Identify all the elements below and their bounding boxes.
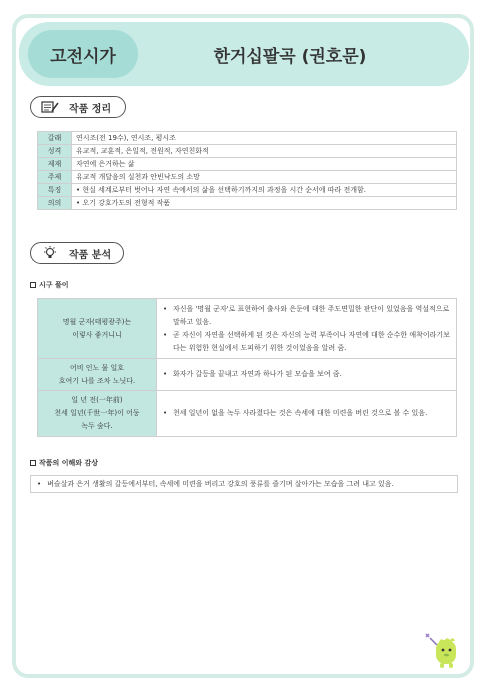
analysis-key-text: 명월 군자(태평광주)는 이렇사 좋거니니 xyxy=(62,317,132,339)
poem-reading-label: 시구 풀이 xyxy=(39,281,69,289)
summary-key: 주제 xyxy=(38,171,72,184)
understanding-text: 벼슬살과 은거 생활의 갈등에서부터, 속세에 미련을 버리고 강호의 풍류를 즐기며 살아가는 모습을 그려 내고 있음. xyxy=(47,480,394,488)
table-row xyxy=(38,299,457,359)
analysis-key xyxy=(38,391,157,437)
table-row xyxy=(38,197,457,210)
table-row xyxy=(38,145,457,158)
summary-key: 갈래 xyxy=(38,132,72,145)
summary-value: • 오기 강호가도의 전형적 작품 xyxy=(72,197,457,210)
analysis-section-title: 작품 분석 xyxy=(69,249,112,261)
table-row xyxy=(38,391,457,437)
list-item: • 자신을 '명월 군자'로 표현하여 출사와 은둔에 대한 주도면밀한 판단이 있었음을 역설적으로 말하고 있음. xyxy=(163,303,450,329)
list-item: • 곧 자신이 자연을 선택하게 된 것은 자신의 능력 부족이나 자연에 대한 순수한 애착이라기보다는 위험한 현실에서 도피하기 위한 것이었음을 알려 줌. xyxy=(163,329,450,355)
summary-value: 연시조(전 19수), 연시조, 평시조 xyxy=(72,132,457,145)
mascot-character-icon xyxy=(420,628,464,672)
analysis-key-text: 어비 인노 물 일호 호여기 나를 조차 노닛다. xyxy=(58,363,136,385)
list-item: • 화자가 갈등을 끝내고 자연과 하나가 된 모습을 보여 줌. xyxy=(163,368,450,381)
genre-tab: 고전시가 xyxy=(28,30,138,78)
checkbox-icon xyxy=(30,282,36,288)
summary-table xyxy=(37,131,457,210)
summary-value: 자연에 은거하는 삶 xyxy=(72,158,457,171)
table-row xyxy=(38,132,457,145)
understanding-label: 작품의 이해와 감상 xyxy=(39,459,98,467)
table-row xyxy=(38,158,457,171)
summary-value: 유교적 개달음의 실천과 안빈낙도의 소망 xyxy=(72,171,457,184)
analysis-table xyxy=(37,298,457,437)
analysis-value xyxy=(157,359,457,391)
lightbulb-icon xyxy=(41,246,59,260)
summary-key: 성격 xyxy=(38,145,72,158)
summary-key: 특징 xyxy=(38,184,72,197)
table-row xyxy=(38,184,457,197)
table-row xyxy=(38,359,457,391)
checkbox-icon xyxy=(30,460,36,466)
summary-key: 의의 xyxy=(38,197,72,210)
list-item: • 천세 일년이 없을 녹두 사라졌다는 것은 속세에 대한 미련을 버린 것으로 볼 수 있음. xyxy=(163,407,450,420)
poem-reading-heading xyxy=(30,280,69,290)
summary-section-header xyxy=(30,96,126,118)
summary-key: 제재 xyxy=(38,158,72,171)
analysis-value xyxy=(157,391,457,437)
summary-value: • 현실 세계로부터 벗어나 자연 속에서의 삶을 선택하기까지의 과정을 시간 순서에 따라 전개함. xyxy=(72,184,457,197)
summary-value: 유교적, 교훈적, 은일적, 전원적, 자연친화적 xyxy=(72,145,457,158)
analysis-key xyxy=(38,299,157,359)
notebook-pencil-icon xyxy=(41,100,59,114)
bullet-icon: • xyxy=(37,480,42,488)
table-row xyxy=(38,171,457,184)
summary-section-title: 작품 정리 xyxy=(69,103,112,115)
analysis-key xyxy=(38,359,157,391)
analysis-value xyxy=(157,299,457,359)
analysis-section-header xyxy=(30,242,124,264)
understanding-heading xyxy=(30,458,98,468)
understanding-box xyxy=(30,475,458,493)
analysis-key-text: 일 년 전(一年前) 천세 일년(千世一年)이 어둥 녹두 숲다. xyxy=(54,396,140,430)
page-title: 한거십팔곡 (권호문) xyxy=(213,46,367,67)
